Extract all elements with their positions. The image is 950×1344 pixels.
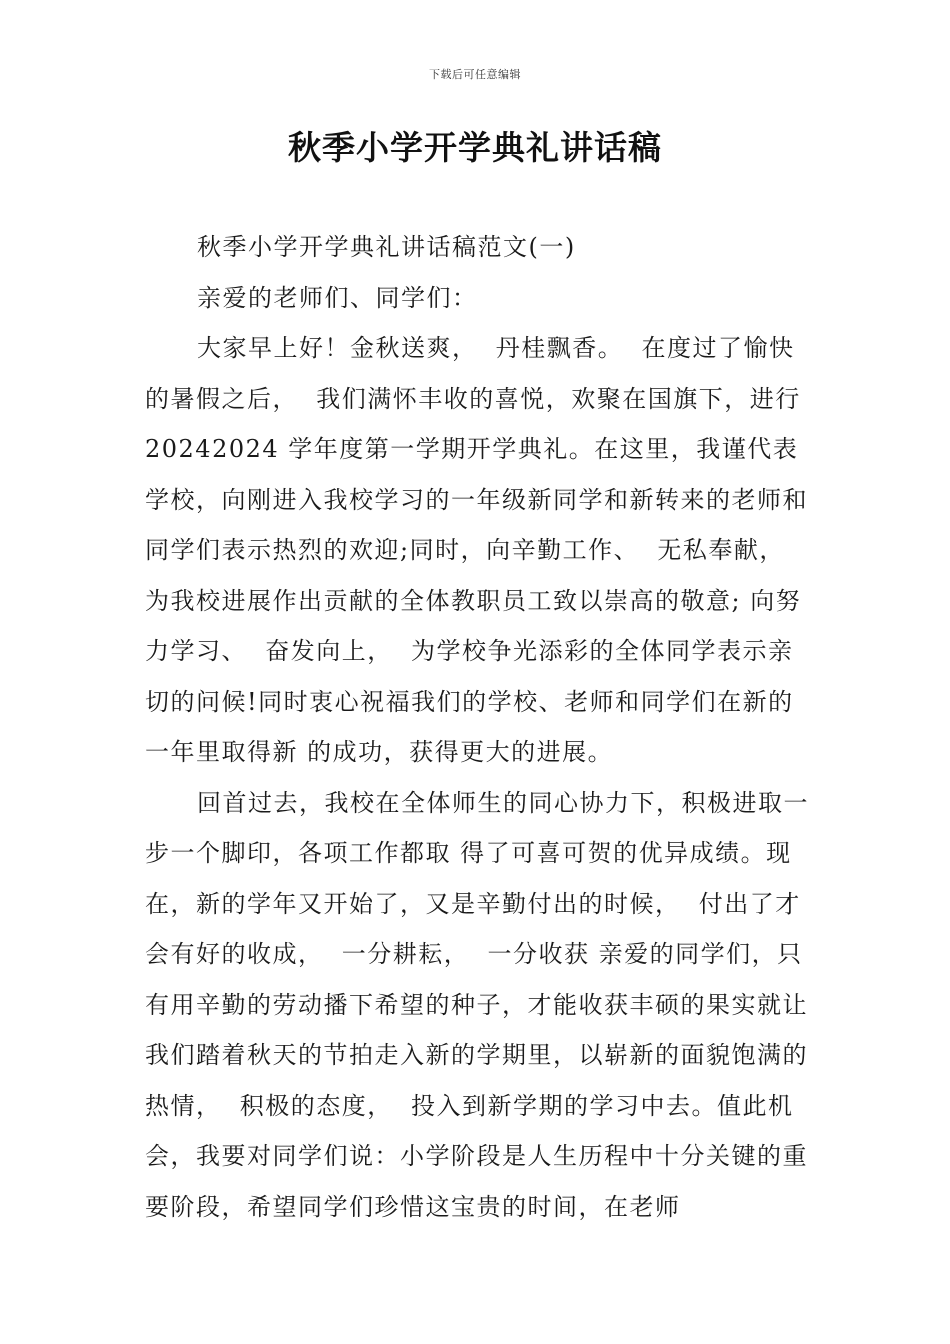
subtitle-paragraph: 秋季小学开学典礼讲话稿范文(一) (197, 233, 576, 261)
header-note: 下载后可任意编辑 (429, 68, 521, 81)
body-paragraph: 大家早上好！金秋送爽， 丹桂飘香。 在度过了愉快的暑假之后， 我们满怀丰收的喜悦，欢聚在国旗下，进行20242024 学年度第一学期开学典礼。在这里，我谨代表学校，向刚进入我校学习的一年级新同学和新转来的老师和同学们表示热烈的欢迎;同时，向辛勤工作、 无私奉献，为我校进展作出贡献的全体教职员工致以崇高的敬意; 向努力学习、 奋发向上， 为学校争光添彩的全体同学表示亲切的问候!同时衷心祝福我们的学校、老师和同学们在新的一年里取得新 的成功，获得更大的进展。 (145, 334, 808, 766)
document-body (145, 222, 810, 1232)
salutation-paragraph: 亲爱的老师们、同学们： (197, 283, 478, 312)
document-title: 秋季小学开学典礼讲话稿 (288, 128, 662, 167)
body-paragraph: 回首过去，我校在全体师生的同心协力下，积极进取一步一个脚印，各项工作都取 得了可喜可贺的优异成绩。现在，新的学年又开始了，又是辛勤付出的时候， 付出了才会有好的收成， 一分耕耘， 一分收获 亲爱的同学们，只有用辛勤的劳动播下希望的种子，才能收获丰硕的果实就让我们踏着秋天的节拍走入新的学期里，以崭新的面貌饱满的热情， 积极的态度， 投入到新学期的学习中去。值此机会，我要对同学们说：小学阶段是人生历程中十分关键的重要阶段，希望同学们珍惜这宝贵的时间，在老师 (145, 788, 809, 1221)
